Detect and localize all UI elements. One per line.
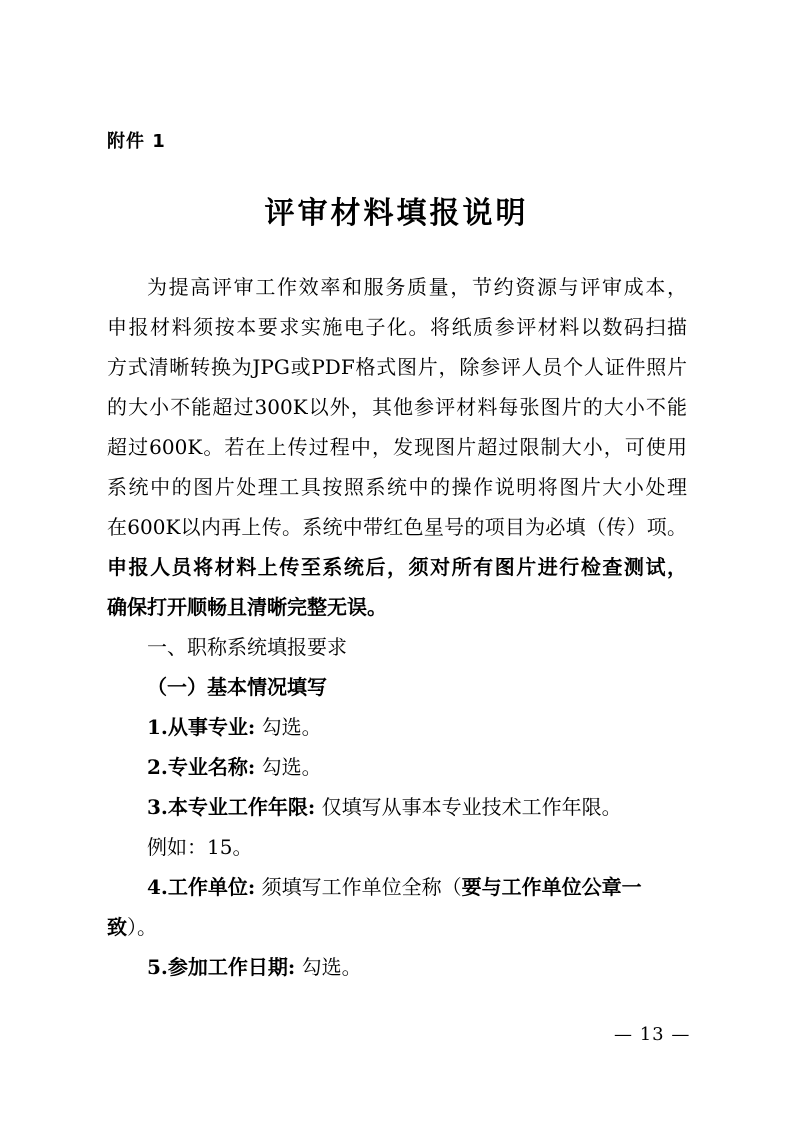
subsection-heading: （一）基本情况填写 xyxy=(147,675,327,699)
item-3 xyxy=(147,793,622,821)
item-tail: ）。 xyxy=(127,915,157,939)
item-text: 仅填写从事本专业技术工作年限。 xyxy=(321,795,622,819)
item-text: 勾选。 xyxy=(261,755,322,779)
item-4-continuation xyxy=(107,913,157,941)
intro-line: 的大小不能超过300K以外，其他参评材料每张图片的大小不能 xyxy=(107,395,687,419)
section-heading: 一、职称系统填报要求 xyxy=(147,635,347,659)
intro-line: 系统中的图片处理工具按照系统中的操作说明将图片大小处理 xyxy=(107,475,687,499)
page-number: — 13 — xyxy=(614,1024,691,1045)
document-title: 评审材料填报说明 xyxy=(264,196,529,231)
item-label: 1.从事专业: xyxy=(147,715,256,739)
intro-line: 为提高评审工作效率和服务质量，节约资源与评审成本， xyxy=(147,275,687,299)
intro-line: 在600K以内再上传。系统中带红色星号的项目为必填（传）项。 xyxy=(107,515,687,539)
bold-notice-line: 确保打开顺畅且清晰完整无误。 xyxy=(107,595,387,619)
item-label: 4.工作单位: xyxy=(147,875,256,899)
item-text: 勾选。 xyxy=(261,715,322,739)
item-3-example: 例如：15。 xyxy=(147,835,253,859)
intro-line: 申报材料须按本要求实施电子化。将纸质参评材料以数码扫描 xyxy=(107,315,687,339)
item-4 xyxy=(147,873,642,901)
item-2 xyxy=(147,753,322,781)
intro-line: 超过600K。若在上传过程中，发现图片超过限制大小，可使用 xyxy=(107,435,687,459)
intro-line: 方式清晰转换为JPG或PDF格式图片，除参评人员个人证件照片 xyxy=(107,355,687,379)
attachment-label: 附件 1 xyxy=(107,131,166,152)
item-label: 3.本专业工作年限: xyxy=(147,795,316,819)
bold-notice-line: 申报人员将材料上传至系统后，须对所有图片进行检查测试， xyxy=(107,555,687,579)
item-text: 勾选。 xyxy=(301,955,362,979)
item-5 xyxy=(147,953,362,981)
item-label: 5.参加工作日期: xyxy=(147,955,296,979)
item-1 xyxy=(147,713,322,741)
item-bold-tail: 致 xyxy=(107,915,127,939)
item-label: 2.专业名称: xyxy=(147,755,256,779)
item-bold-note: 要与工作单位公章一 xyxy=(461,875,642,899)
item-text: 须填写工作单位全称（ xyxy=(261,875,462,899)
